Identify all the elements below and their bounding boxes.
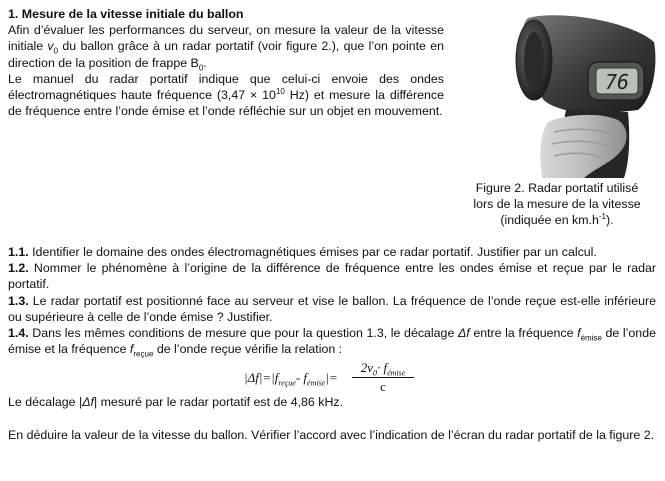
question-1-2	[8, 260, 656, 292]
formula-left-side	[244, 370, 338, 386]
formula-num-sub-0: 0	[372, 368, 377, 378]
delta-f-symbol: Δf	[457, 326, 470, 341]
formula-num-b: · f	[376, 360, 388, 375]
formula-lhs-c: |=	[325, 370, 338, 385]
intro-text-1a: Afin d’évaluer les performances du serveur, on mesure la valeur de la vitesse initiale	[8, 23, 444, 54]
measured-shift-statement	[8, 394, 656, 410]
intro-text-2a: Le manuel du radar portatif indique que celui-ci envoie des ondes électromagnétiques haute fréquence (3,47 × 10	[8, 71, 444, 103]
velocity-subscript: 0	[53, 46, 59, 56]
question-text-b: entre la fréquence	[469, 326, 578, 341]
conclusion-question: En déduire la valeur de la vitesse du ballon. Vérifier l’accord avec l’indication de l’écran du radar portatif de la figure 2.	[8, 428, 655, 442]
section-title: 1. Mesure de la vitesse initiale du ballon	[8, 7, 244, 21]
formula-lhs-b: - f	[295, 370, 308, 385]
figure-caption	[452, 180, 662, 229]
final-text-a: Le décalage |	[8, 395, 83, 409]
f-recue-symbol: f	[129, 342, 134, 357]
intro-text-1-end: .	[203, 55, 207, 70]
formula-fraction	[352, 360, 414, 395]
velocity-symbol: v	[47, 39, 54, 54]
frequency-exponent: 10	[275, 86, 285, 96]
f-emise-subscript: émise	[580, 333, 602, 343]
caption-line-3a: (indiquée en km.h	[500, 213, 599, 228]
final-delta-f: Δf	[82, 395, 94, 409]
f-recue-subscript: reçue	[133, 349, 154, 359]
question-number: 1.2.	[8, 261, 29, 276]
intro-text-2b: Hz) et mesure la différence de fréquence entre l’onde émise et l’onde réfléchie sur un objet en mouvement.	[8, 88, 445, 119]
question-text: Le radar portatif est positionné face au serveur et vise le ballon. La fréquence de l’onde reçue est-elle inférieure ou supérieure à celle de l’onde émise ? Justifier.	[8, 293, 656, 324]
formula-sub-recue: reçue	[278, 378, 296, 388]
caption-line-1: Figure 2. Radar portatif utilisé	[475, 181, 639, 195]
formula-denominator: c	[380, 379, 386, 394]
f-emise-symbol: f	[577, 326, 581, 341]
question-text: Nommer le phénomène à l’origine de la différence de fréquence entre les ondes émise et reçue par le radar portatif.	[8, 261, 656, 292]
formula-num-a: 2v	[360, 360, 373, 375]
caption-line-3b: ).	[606, 213, 614, 228]
question-number: 1.4.	[8, 326, 29, 341]
question-1-4	[8, 325, 656, 357]
questions-list	[8, 244, 656, 357]
question-text-a: Dans les mêmes conditions de mesure que pour la question 1.3, le décalage	[28, 326, 458, 341]
formula-sub-emise: émise	[307, 378, 326, 388]
formula-num-sub-emise: émise	[387, 368, 406, 378]
formula-lhs-a: |Δf|=|f	[244, 370, 279, 385]
question-number: 1.3.	[8, 293, 29, 308]
position-subscript: 0	[198, 63, 204, 73]
formula-numerator	[352, 360, 414, 378]
question-1-1	[8, 244, 656, 260]
radar-gun-photo	[488, 10, 660, 180]
question-1-3	[8, 293, 656, 325]
question-text: Identifier le domaine des ondes électromagnétiques émises par ce radar portatif. Justifier par un calcul.	[28, 245, 597, 259]
caption-exponent: -1	[598, 212, 607, 222]
question-number: 1.1.	[8, 245, 29, 259]
final-text-b: | mesuré par le radar portatif est de 4,86 kHz.	[93, 395, 344, 409]
intro-text-1b: du ballon grâce à un radar portatif (voir figure 2.), que l’on pointe en direction de la position de frappe B	[8, 39, 444, 70]
question-text-d: de l’onde reçue vérifie la relation :	[153, 342, 343, 357]
caption-line-2: lors de la mesure de la vitesse	[473, 197, 641, 212]
radar-display-value: 76	[604, 70, 630, 94]
question-text-c: de l’onde émise et la fréquence	[8, 326, 656, 357]
intro-paragraph	[8, 6, 444, 119]
